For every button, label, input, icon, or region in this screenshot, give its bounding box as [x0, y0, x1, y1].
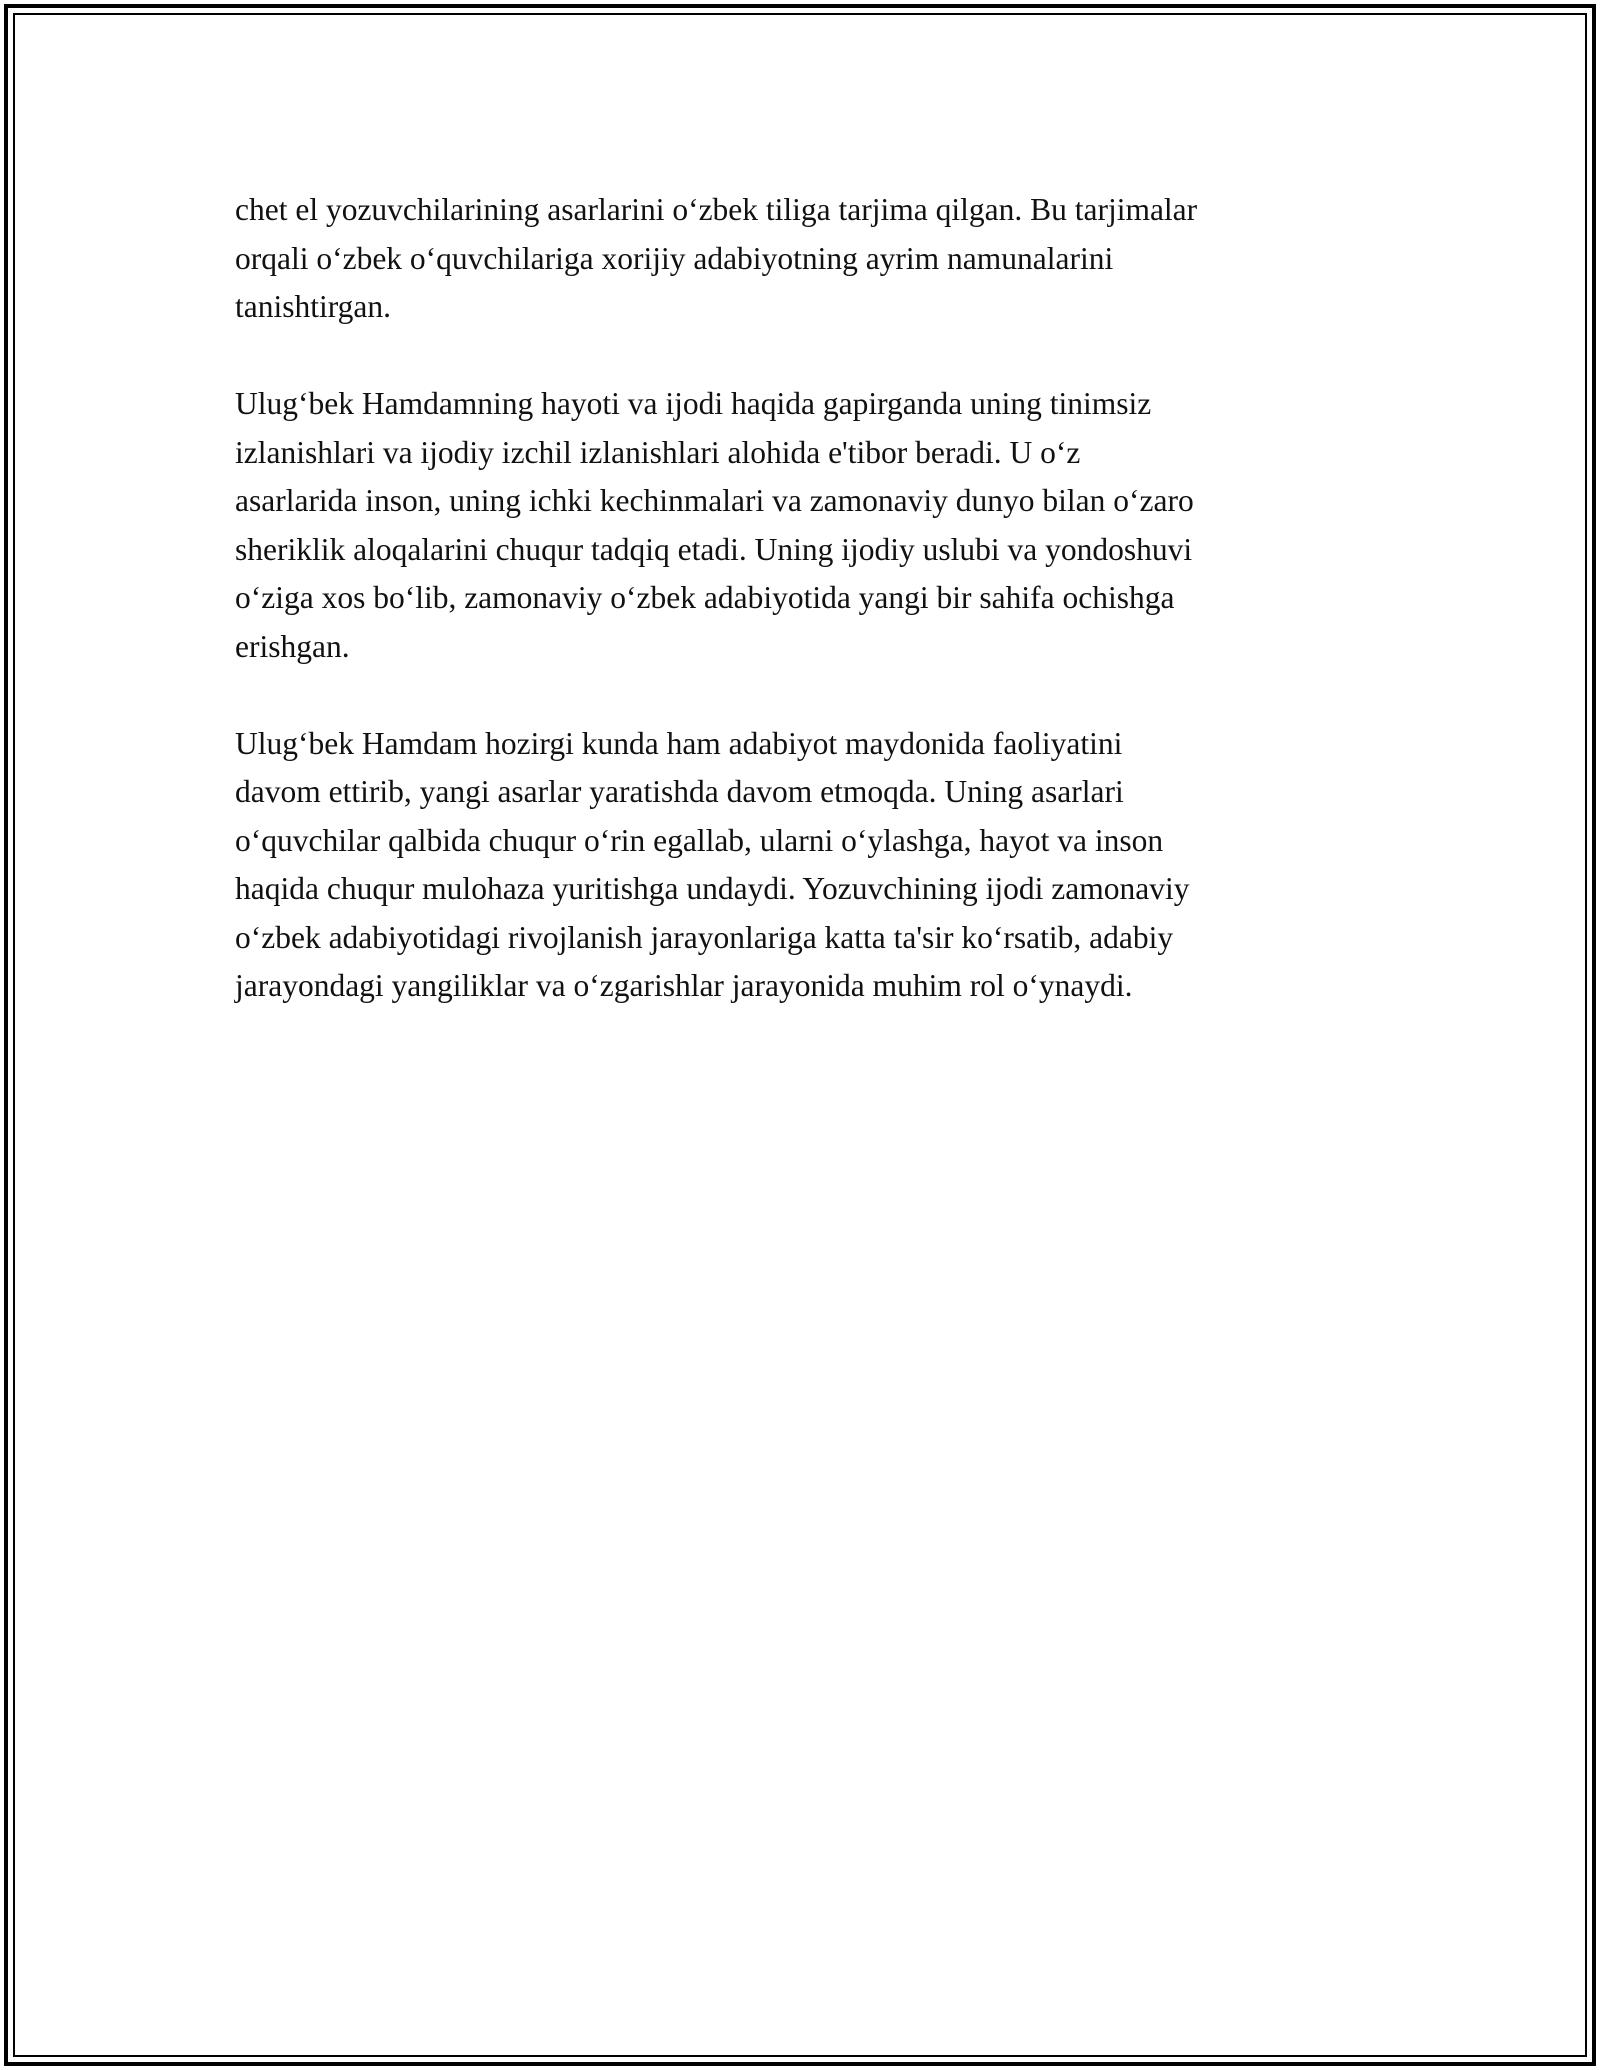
paragraph-translations: chet el yozuvchilarining asarlarini o‘zbek tiliga tarjima qilgan. Bu tarjimalar orqali o‘zbek o‘quvchilariga xorijiy adabiyotning ayrim namunalarini tanishtirgan.: [235, 192, 1198, 324]
document-body: [235, 186, 1365, 1059]
paragraph-current-activity: Ulug‘bek Hamdam hozirgi kunda ham adabiyot maydonida faoliyatini davom ettirib, yangi asarlar yaratishda davom etmoqda. Uning asarlari o‘quvchilar qalbida chuqur o‘rin egallab, ularni o‘ylashga, hayot va inson haqida chuqur mulohaza yuritishga undaydi. Yozuvchining ijodi zamonaviy o‘zbek adabiyotidagi rivojlanish jarayonlariga katta ta'sir ko‘rsatib, adabiy jarayondagi yangiliklar va o‘zgarishlar jarayonida muhim rol o‘ynaydi.: [235, 725, 1190, 1003]
paragraph-life-and-work: Ulug‘bek Hamdamning hayoti va ijodi haqida gapirganda uning tinimsiz izlanishlari va ijodiy izchil izlanishlari alohida e'tibor beradi. U o‘z asarlarida inson, uning ichki kechinmalari va zamonaviy dunyo bilan o‘zaro sheriklik aloqalarini chuqur tadqiq etadi. Uning ijodiy uslubi va yondoshuvi o‘ziga xos bo‘lib, zamonaviy o‘zbek adabiyotida yangi bir sahifa ochishga erishgan.: [235, 386, 1194, 664]
